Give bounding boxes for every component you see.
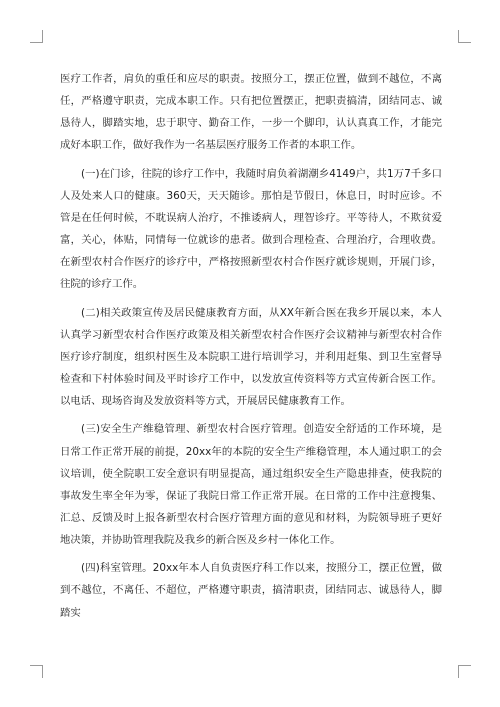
crop-mark-bottom-right xyxy=(458,665,471,678)
paragraph-continuation: 医疗工作者，肩负的重任和应尽的职责。按照分工，摆正位置，做到不越位，不离任，严格遵守职责，完成本职工作。只有把位置摆正，把职责搞清，团结同志、诚恳待人，脚踏实地，忠于职守、勤奋工作，一步一个脚印，认认真真工作，才能完成好本职工作，做好我作为一名基层医疗服务工作者的本职工作。 xyxy=(60,73,442,152)
paragraph-outpatient-work: (一)在门诊，往院的诊疗工作中，我随时肩负着湖潮乡4149户，共1万7千多口人及处来人口的健康。360天，天天随诊。那怕是节假日，休息日，时时应诊。不管是在任何时候，不耽误病人治疗，不推诿病人，理智诊疗。平等待人，不欺贫爱富，关心，体贴，同情每一位就诊的患者。做到合理检查、合理治疗，合理收费。在新型农村合作医疗的诊疗中，严格按照新型农村合作医疗就诊规则，开展门诊，往院的诊疗工作。 xyxy=(60,167,442,291)
document-body xyxy=(60,68,442,624)
paragraph-policy-education: (二)相关政策宣传及居民健康教育方面，从XX年新合医在我乡开展以来，本人认真学习新型农村合作医疗政策及相关新型农村合作医疗会议精神与新型农村合作医疗诊疗制度，组织村医生及本院职工进行培训学习，并利用赶集、到卫生室督导检查和下村体验时间及平时诊疗工作中，以发放宣传资料等方式宣传新合医工作。以电话、现场咨询及发放资料等方式，开展居民健康教育工作。 xyxy=(60,306,442,408)
crop-mark-top-right xyxy=(458,30,471,43)
crop-mark-top-left xyxy=(30,30,43,43)
paragraph-department-management: (四)科室管理。20xx年本人自负责医疗科工作以来，按照分工，摆正位置，做到不越位，不离任、不超位，严格遵守职责，搞清职责，团结同志、诚恳待人，脚踏实 xyxy=(60,562,442,619)
crop-mark-bottom-left xyxy=(30,665,43,678)
paragraph-safety-management: (三)安全生产维稳管理、新型农村合医疗管理。创造安全舒适的工作环境，是日常工作正常开展的前提，20xx年的本院的安全生产维稳管理，本人通过职工的会议培训，使全院职工安全意识有明显提高，通过组织安全生产隐患排查，使我院的事故发生率全年为零，保证了我院日常工作正常开展。在日常的工作中注意搜集、汇总、反馈及时上报各新型农村合医疗管理方面的意见和材料，为院领导班子更好地决策，并协助管理我院及我乡的新合医及乡村一体化工作。 xyxy=(60,423,442,547)
